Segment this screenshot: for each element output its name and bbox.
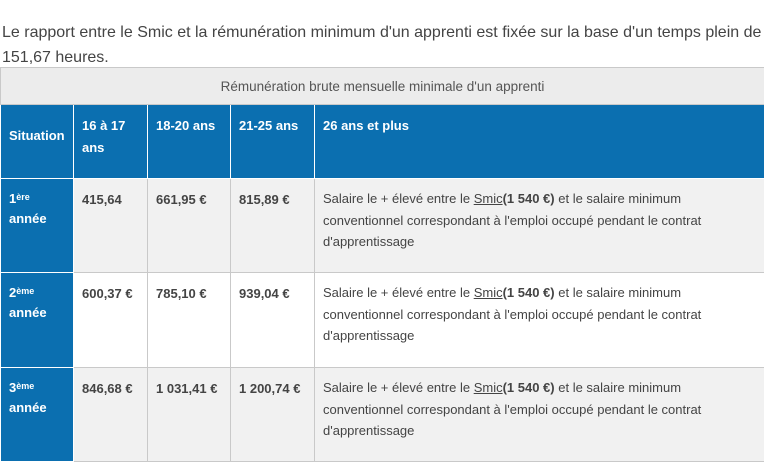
table-header-row	[1, 105, 764, 179]
smic-link[interactable]: Smic	[474, 285, 503, 300]
description-cell: Salaire le + élevé entre le Smic(1 540 €) et le salaire minimum conventionnel correspondant à l'emploi occupé pendant le contrat d'apprentissage	[315, 273, 764, 368]
value-cell: 600,37 €	[74, 273, 148, 368]
value-cell: 939,04 €	[231, 273, 315, 368]
description-cell: Salaire le + élevé entre le Smic(1 540 €) et le salaire minimum conventionnel correspondant à l'emploi occupé pendant le contrat d'apprentissage	[315, 179, 764, 273]
smic-link[interactable]: Smic	[474, 380, 503, 395]
value-cell: 815,89 €	[231, 179, 315, 273]
value-cell: 661,95 €	[148, 179, 231, 273]
value-cell: 1 031,41 €	[148, 368, 231, 462]
apprentice-pay-table	[0, 67, 764, 462]
description-cell: Salaire le + élevé entre le Smic(1 540 €) et le salaire minimum conventionnel correspondant à l'emploi occupé pendant le contrat d'apprentissage	[315, 368, 764, 462]
value-cell: 785,10 €	[148, 273, 231, 368]
value-cell: 415,64	[74, 179, 148, 273]
header-16-17: 16 à 17 ans	[74, 105, 148, 179]
value-cell: 1 200,74 €	[231, 368, 315, 462]
table-row	[1, 368, 764, 462]
header-situation: Situation	[1, 105, 74, 179]
header-21-25: 21-25 ans	[231, 105, 315, 179]
smic-link[interactable]: Smic	[474, 191, 503, 206]
intro-text: Le rapport entre le Smic et la rémunération minimum d'un apprenti est fixée sur la base d'un temps plein de 151,67 heures.	[2, 20, 762, 70]
header-18-20: 18-20 ans	[148, 105, 231, 179]
value-cell: 846,68 €	[74, 368, 148, 462]
table-caption: Rémunération brute mensuelle minimale d'un apprenti	[1, 68, 764, 105]
table-row	[1, 179, 764, 273]
table-row	[1, 273, 764, 368]
situation-cell: 1ère année	[1, 179, 74, 273]
situation-cell: 2ème année	[1, 273, 74, 368]
header-26-plus: 26 ans et plus	[315, 105, 764, 179]
situation-cell: 3ème année	[1, 368, 74, 462]
